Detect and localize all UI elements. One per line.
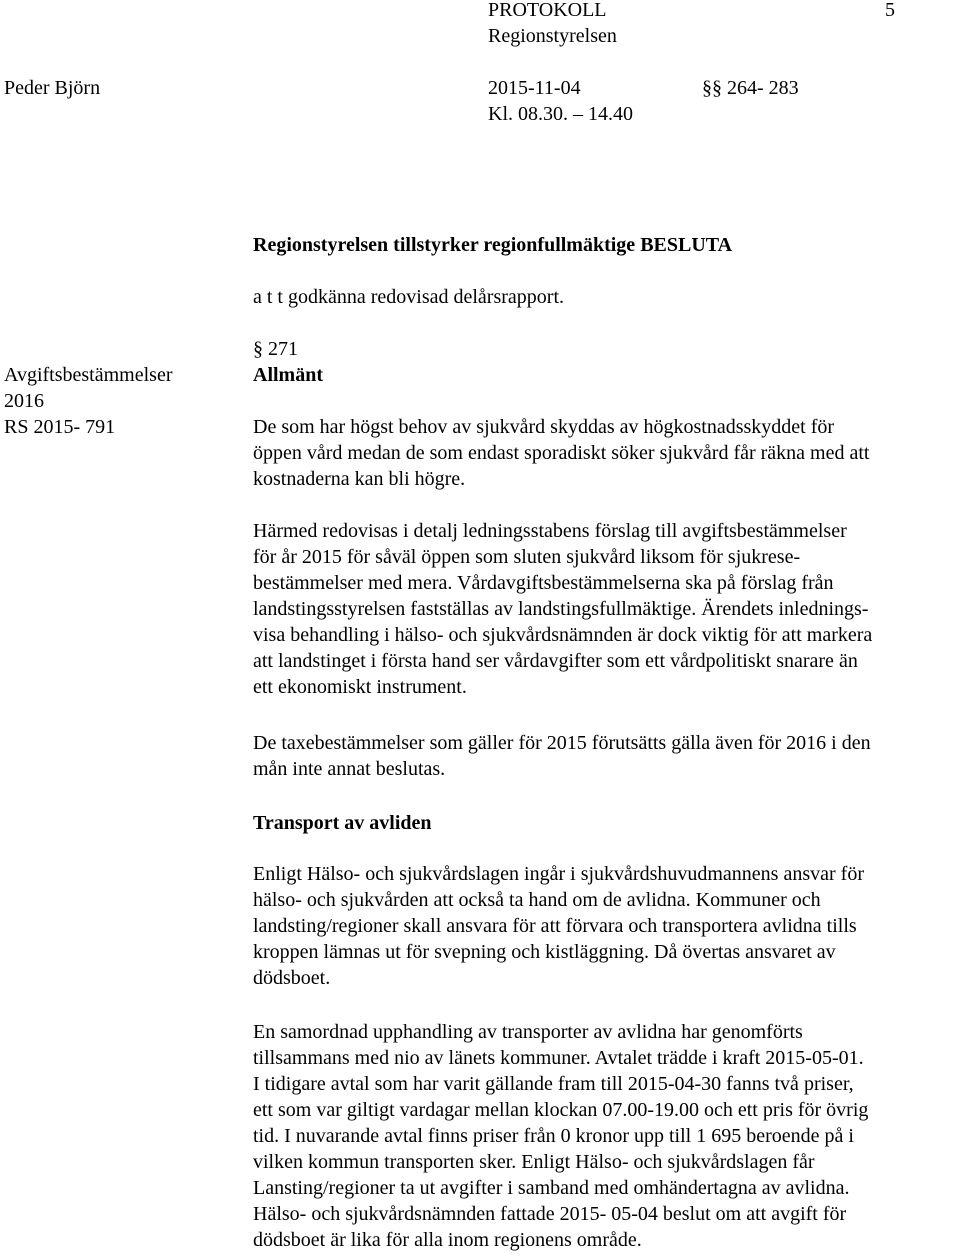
document-type: PROTOKOLL (488, 0, 607, 21)
paragraph-3: De taxebestämmelser som gäller för 2015 förutsätts gälla även för 2016 i den mån inte annat beslutas. (253, 732, 871, 780)
paragraph-range: §§ 264- 283 (702, 77, 799, 99)
decision-heading: Regionstyrelsen tillstyrker regionfullmäktige BESLUTA (253, 234, 733, 256)
paragraph-number: § 271 (253, 338, 298, 360)
decision-text: a t t godkänna redovisad delårsrapport. (253, 286, 565, 308)
transport-heading: Transport av avliden (253, 812, 432, 834)
sidebar-year: 2016 (4, 390, 44, 412)
organization-name: Regionstyrelsen (488, 25, 617, 47)
paragraph-4: Enligt Hälso- och sjukvårdslagen ingår i sjukvårdshuvudmannens ansvar för hälso- och sjukvården att också ta hand om de avlidna. Kommuner och landsting/regioner skall ansvara för att förvara och transportera avlidna tills kroppen lämnas ut för svepning och kistläggning. Då övertas ansvaret av dödsboet. (253, 863, 864, 989)
paragraph-1: De som har högst behov av sjukvård skyddas av högkostnadsskyddet för öppen vård medan de som endast sporadiskt söker sjukvård får räkna med att kostnaderna kan bli högre. (253, 416, 870, 490)
sidebar-topic: Avgiftsbestämmelser (4, 364, 173, 386)
meeting-date: 2015-11-04 (488, 77, 581, 99)
section-subheading: Allmänt (253, 364, 323, 386)
page-number: 5 (885, 0, 895, 21)
sidebar-case-number: RS 2015- 791 (4, 416, 116, 438)
meeting-time: Kl. 08.30. – 14.40 (488, 103, 633, 125)
paragraph-2: Härmed redovisas i detalj ledningsstabens förslag till avgiftsbestämmelser för år 2015 för såväl öppen som sluten sjukvård liksom för sjukrese- bestämmelser med mera. Vårdavgiftsbestämmelserna ska på förslag från landstingsstyrelsen fastställas av landstingsfullmäktige. Ärendets inlednings- visa behandling i hälso- och sjukvårdsnämnden är dock viktig för att markera att landstinget i första hand ser vårdavgifter som ett vårdpolitiskt snarare än ett ekonomiskt instrument. (253, 520, 873, 698)
paragraph-5: En samordnad upphandling av transporter av avlidna har genomförts tillsammans med nio av länets kommuner. Avtalet trädde i kraft 2015-05-01. I tidigare avtal som har varit gällande fram till 2015-04-30 fanns två priser, ett som var giltigt vardagar mellan klockan 07.00-19.00 och ett pris för övrig tid. I nuvarande avtal finns priser från 0 kronor upp till 1 695 beroende på i vilken kommun transporten sker. Enligt Hälso- och sjukvårdslagen får Lansting/regioner ta ut avgifter i samband med omhändertagna av avlidna. Hälso- och sjukvårdsnämnden fattade 2015- 05-04 beslut om att avgift för dödsboet är lika för alla inom regionens område. (253, 1021, 869, 1251)
author-name: Peder Björn (4, 77, 101, 99)
